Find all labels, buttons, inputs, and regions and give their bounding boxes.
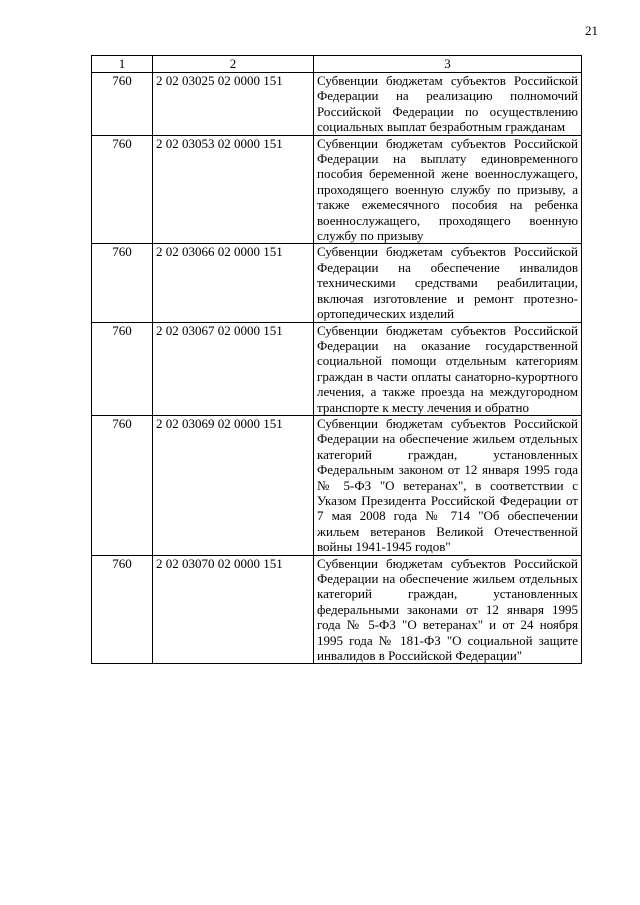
page-number: 21 (585, 23, 598, 38)
kbk-code-cell: 2 02 03067 02 0000 151 (153, 322, 314, 415)
column-header-2: 2 (153, 56, 314, 73)
table-row (92, 555, 582, 664)
description-cell: Субвенции бюджетам субъектов Российской Федерации на обеспечение инвалидов техническими средствами реабилитации, включая изготовление и ремонт протезно-ортопедических изделий (314, 244, 582, 322)
admin-code-cell: 760 (92, 135, 153, 244)
admin-code-cell: 760 (92, 244, 153, 322)
kbk-code-cell: 2 02 03066 02 0000 151 (153, 244, 314, 322)
kbk-code-cell: 2 02 03025 02 0000 151 (153, 73, 314, 136)
description-cell: Субвенции бюджетам субъектов Российской Федерации на оказание государственной социальной помощи отдельным категориям граждан в части оплаты санаторно-курортного лечения, а также проезда на междугородном транспорте к месту лечения и обратно (314, 322, 582, 415)
table-row (92, 322, 582, 415)
table-row (92, 244, 582, 322)
budget-classification-table (91, 55, 582, 664)
admin-code-cell: 760 (92, 415, 153, 555)
column-header-3: 3 (314, 56, 582, 73)
admin-code-cell: 760 (92, 73, 153, 136)
column-header-1: 1 (92, 56, 153, 73)
table-row (92, 135, 582, 244)
admin-code-cell: 760 (92, 555, 153, 664)
table-row (92, 73, 582, 136)
description-cell: Субвенции бюджетам субъектов Российской Федерации на обеспечение жильем отдельных категорий граждан, установленных Федеральным законом от 12 января 1995 года № 5-ФЗ "О ветеранах", в соответствии с Указом Президента Российской Федерации от 7 мая 2008 года № 714 "Об обеспечении жильем ветеранов Великой Отечественной войны 1941-1945 годов" (314, 415, 582, 555)
table-row (92, 415, 582, 555)
kbk-code-cell: 2 02 03053 02 0000 151 (153, 135, 314, 244)
description-cell: Субвенции бюджетам субъектов Российской Федерации на реализацию полномочий Российской Федерации по осуществлению социальных выплат безработным гражданам (314, 73, 582, 136)
kbk-code-cell: 2 02 03070 02 0000 151 (153, 555, 314, 664)
description-cell: Субвенции бюджетам субъектов Российской Федерации на выплату единовременного пособия беременной жене военнослужащего, проходящего военную службу по призыву, а также ежемесячного пособия на ребенка военнослужащего, проходящего военную службу по призыву (314, 135, 582, 244)
kbk-code-cell: 2 02 03069 02 0000 151 (153, 415, 314, 555)
table-header-row (92, 56, 582, 73)
description-cell: Субвенции бюджетам субъектов Российской Федерации на обеспечение жильем отдельных категорий граждан, установленных федеральными законами от 12 января 1995 года № 5-ФЗ "О ветеранах" и от 24 ноября 1995 года № 181-ФЗ "О социальной защите инвалидов в Российской Федерации" (314, 555, 582, 664)
admin-code-cell: 760 (92, 322, 153, 415)
